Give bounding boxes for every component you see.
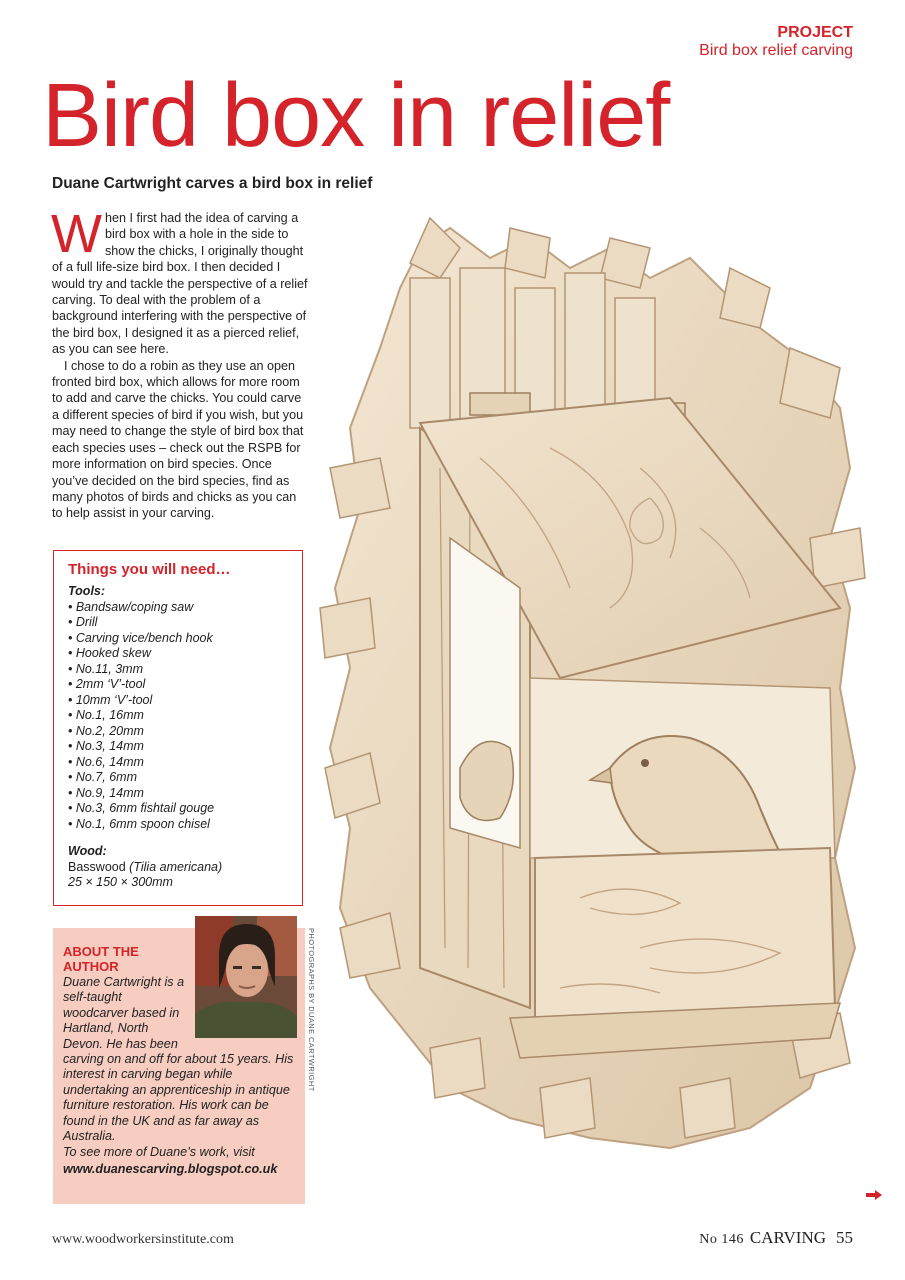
tool-item: • Drill — [68, 615, 98, 629]
intro-paragraph-1-text: hen I first had the idea of carving a bird box with a hole in the side to show the chicks, I originally thought of a full life-size bird box. I then decided I would try and tackle the perspective of a relief carving. To deal with the problem of a background interfering with the perspective of the bird box, I designed it as a pierced relief, as you can see here. — [52, 211, 308, 357]
tool-item: • Hooked skew — [68, 646, 151, 660]
things-you-will-need-box — [53, 550, 303, 906]
wood-size-text: 25 × 150 × 300mm — [68, 875, 173, 889]
tool-item: • No.3, 6mm fishtail gouge — [68, 801, 215, 815]
intro-paragraph-1 — [51, 204, 308, 358]
issue-number: No 146 — [699, 1232, 744, 1247]
drop-cap: W — [51, 204, 102, 264]
wood-heading: Wood: — [68, 844, 107, 858]
author-website-link[interactable]: www.duanescarving.blogspot.co.uk — [63, 1161, 278, 1176]
tools-list — [68, 600, 288, 833]
author-portrait — [195, 916, 297, 1038]
photo-credit-text: PHOTOGRAPHS BY DUANE CARTWRIGHT — [307, 928, 316, 1092]
about-link-prefix: To see more of Duane’s work, visit — [63, 1145, 255, 1160]
standfirst: Duane Cartwright carves a bird box in relief — [52, 175, 373, 192]
tool-item: • Bandsaw/coping saw — [68, 599, 194, 614]
tool-item: • No.3, 14mm — [68, 739, 144, 753]
page-number: 55 — [836, 1228, 853, 1247]
author-portrait-image — [195, 916, 297, 1038]
section-label: PROJECT — [777, 24, 853, 41]
tool-item: • 2mm ‘V’-tool — [68, 677, 146, 691]
wood-species — [68, 860, 288, 876]
about-text: Duane Cartwright is a self-taught woodcarver based in Hartland, North Devon. He has been carving on and off for about 15 years. His interest in carving began while undertaking an apprenticeship in antique furniture restoration. His work can be found in the UK and as far away as Australia. — [63, 975, 294, 1144]
needs-title: Things you will need… — [68, 561, 231, 578]
article-title: Bird box in relief — [42, 66, 670, 166]
intro-paragraph-2: I chose to do a robin as they use an open fronted bird box, which allows for more room to add and carve the chicks. You could carve a different species of bird if you wish, but you may need to change the style of bird box that each species uses – check out the RSPB for more information on bird species. Once you’ve decided on the bird species, find as many photos of birds and chicks as you can to help assist in your carving. — [52, 358, 304, 521]
tool-item: • No.1, 6mm spoon chisel — [68, 816, 210, 831]
tool-item: • No.1, 16mm — [68, 708, 144, 722]
footer-folio — [699, 1228, 853, 1248]
intro-text — [51, 204, 308, 522]
tool-item: • 10mm ‘V’-tool — [68, 692, 153, 707]
tool-item: • No.2, 20mm — [68, 723, 144, 738]
continue-arrow-icon — [866, 1190, 882, 1200]
tool-item: • No.9, 14mm — [68, 785, 144, 800]
tool-item: • No.11, 3mm — [68, 661, 143, 676]
bird-box-carving-photo — [310, 208, 870, 1158]
about-the-author-box — [53, 928, 305, 1204]
wood-size — [68, 875, 288, 891]
tool-item: • No.7, 6mm — [68, 770, 137, 784]
magazine-name: CARVING — [749, 1228, 826, 1247]
wood-name: Basswood — [68, 859, 126, 874]
section-subtitle: Bird box relief carving — [699, 42, 853, 59]
wood-latin-name: (Tilia americana) — [129, 859, 223, 874]
tool-item: • Carving vice/bench hook — [68, 630, 213, 645]
tool-item: • No.6, 14mm — [68, 754, 144, 769]
about-title: ABOUT THE AUTHOR — [63, 944, 139, 974]
tools-heading: Tools: — [68, 584, 106, 598]
footer-website[interactable]: www.woodworkersinstitute.com — [52, 1232, 234, 1247]
